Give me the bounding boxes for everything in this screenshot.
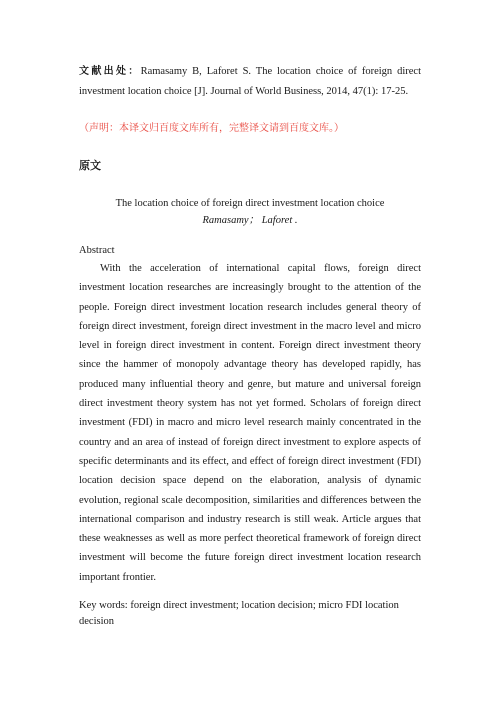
source-label: 文献出处： [79,66,141,77]
abstract-heading: Abstract [79,245,115,256]
article-authors: Ramasamy； Laforet . [202,215,298,226]
source-citation [79,62,421,102]
abstract-body: With the acceleration of international capital flows, foreign direct investment location researches are increasingly brought to the attention of the people. Foreign direct investment location research includes general theory of foreign direct investment, foreign direct investment in the macro level and micro level in foreign direct investment in content. Foreign direct investment theory since the hammer of monopoly advantage theory has developed rapidly, has produced many influential theory and genre, but mature and universal foreign direct investment theory system has not yet formed. Scholars of foreign direct investment (FDI) in macro and micro level research mainly concentrated in the country and an area of instead of foreign direct investment to explore aspects of specific determinants and its effect, and effect of foreign direct investment (FDI) location decision space depend on the elaboration, analysis of dynamic evolution, regional scale decomposition, similarities and differences between the international comparison and industry research is still weak. Article argues that these weaknesses as well as more perfect theoretical framework of foreign direct investment will become the future foreign direct investment location research important frontier. [79,263,421,583]
section-heading: 原文 [79,159,101,172]
keywords-line: Key words: foreign direct investment; location decision; micro FDI location decision [79,600,399,627]
citation-text: Ramasamy B, Laforet S. The location choice of foreign direct investment location choice [J]. Journal of World Business, 2014, 47(1): 17-25. [79,66,422,97]
article-title: The location choice of foreign direct investment location choice [115,198,385,209]
copyright-notice: （声明：本译文归百度文库所有，完整译文请到百度文库。） [79,123,344,134]
